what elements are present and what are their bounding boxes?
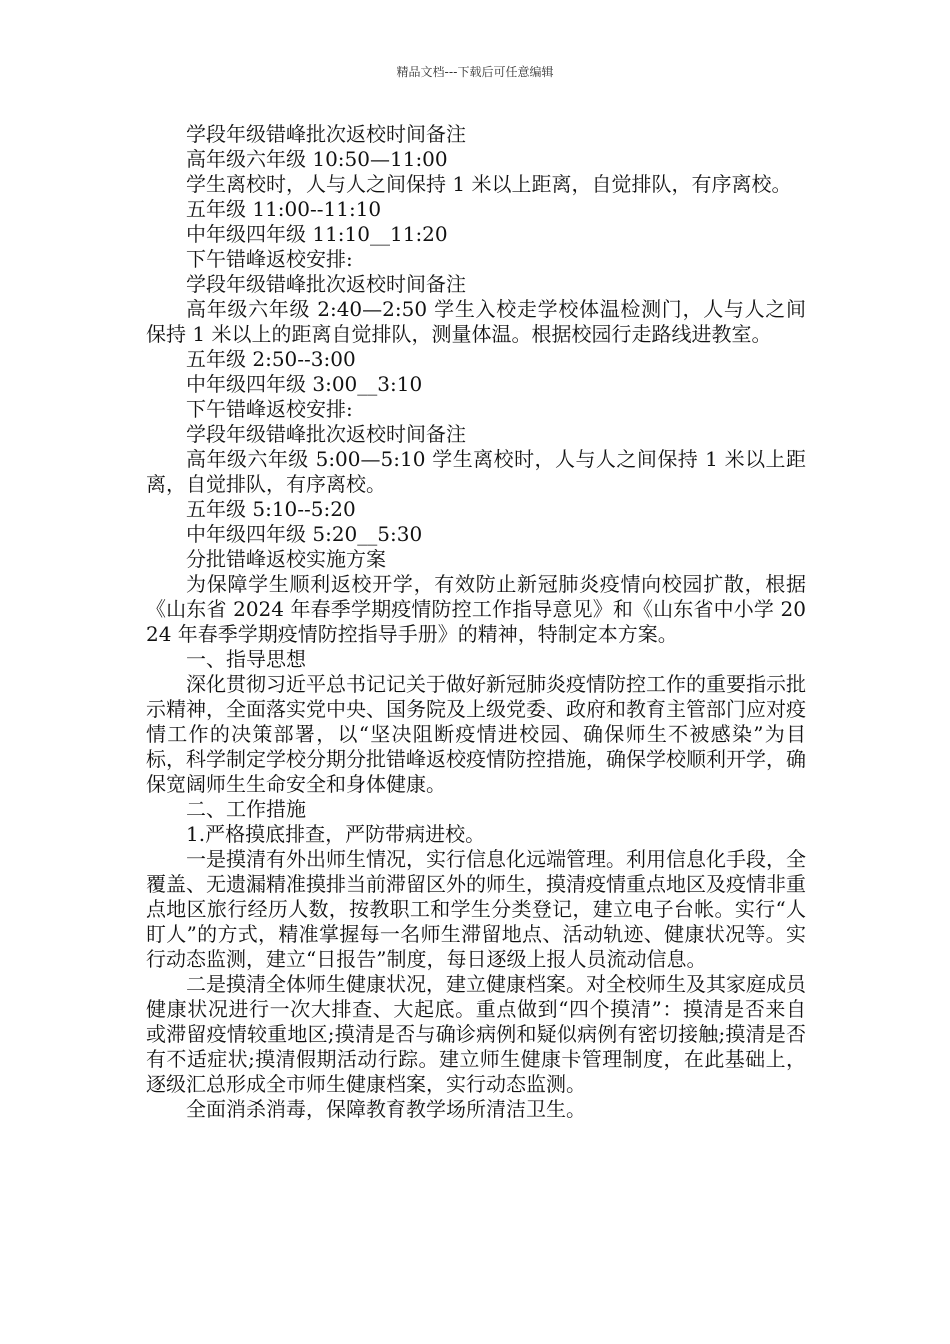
paragraph: 学段年级错峰批次返校时间备注 [186, 272, 466, 296]
paragraph: 高年级六年级 10:50—11:00 [186, 147, 448, 171]
section-title: 分批错峰返校实施方案 [186, 547, 386, 571]
paragraph: 下午错峰返校安排: [186, 397, 353, 421]
paragraph: 高年级六年级 2:40—2:50 学生入校走学校体温检测门，人与人之间保持 1 米以上的距离自觉排队，测量体温。根据校园行走路线进教室。 [146, 297, 806, 346]
paragraph: 学生离校时，人与人之间保持 1 米以上距离，自觉排队，有序离校。 [186, 172, 792, 196]
paragraph: 下午错峰返校安排: [186, 247, 353, 271]
document-body [146, 122, 806, 1122]
paragraph: 一是摸清有外出师生情况，实行信息化远端管理。利用信息化手段，全覆盖、无遗漏精准摸排当前滞留区外的师生，摸清疫情重点地区及疫情非重点地区旅行经历人数，按教职工和学生分类登记，建立电子台帐。实行“人盯人”的方式，精准掌握每一名师生滞留地点、活动轨迹、健康状况等。实行动态监测，建立“日报告”制度，每日逐级上报人员流动信息。 [146, 847, 806, 971]
paragraph: 深化贯彻习近平总书记记关于做好新冠肺炎疫情防控工作的重要指示批示精神，全面落实党中央、国务院及上级党委、政府和教育主管部门应对疫情工作的决策部署，以“坚决阻断疫情进校园、确保师生不被感染”为目标，科学制定学校分期分批错峰返校疫情防控措施，确保学校顺利开学，确保宽阔师生生命安全和身体健康。 [146, 672, 806, 796]
page-header: 精品文档---下载后可任意编辑 [396, 65, 554, 79]
paragraph: 为保障学生顺利返校开学，有效防止新冠肺炎疫情向校园扩散，根据《山东省 2024 年春季学期疫情防控工作指导意见》和《山东省中小学 2024 年春季学期疫情防控指导手册》的精神，特制定本方案。 [146, 572, 806, 646]
paragraph: 学段年级错峰批次返校时间备注 [186, 122, 466, 146]
paragraph: 全面消杀消毒，保障教育教学场所清洁卫生。 [186, 1097, 586, 1121]
paragraph: 学段年级错峰批次返校时间备注 [186, 422, 466, 446]
paragraph: 中年级四年级 5:20__5:30 [186, 522, 423, 546]
paragraph: 中年级四年级 11:10__11:20 [186, 222, 448, 246]
paragraph: 五年级 2:50--3:00 [186, 347, 356, 371]
paragraph: 中年级四年级 3:00__3:10 [186, 372, 423, 396]
subsection-heading: 1.严格摸底排查，严防带病进校。 [186, 822, 486, 846]
paragraph: 高年级六年级 5:00—5:10 学生离校时，人与人之间保持 1 米以上距离，自觉排队，有序离校。 [146, 447, 806, 496]
paragraph: 五年级 5:10--5:20 [186, 497, 356, 521]
section-heading: 一、指导思想 [186, 647, 306, 671]
section-heading: 二、工作措施 [186, 797, 306, 821]
paragraph: 五年级 11:00--11:10 [186, 197, 382, 221]
paragraph: 二是摸清全体师生健康状况，建立健康档案。对全校师生及其家庭成员健康状况进行一次大排查、大起底。重点做到“四个摸清”：摸清是否来自或滞留疫情较重地区;摸清是否与确诊病例和疑似病例有密切接触;摸清是否有不适症状;摸清假期活动行踪。建立师生健康卡管理制度，在此基础上，逐级汇总形成全市师生健康档案，实行动态监测。 [146, 972, 806, 1096]
